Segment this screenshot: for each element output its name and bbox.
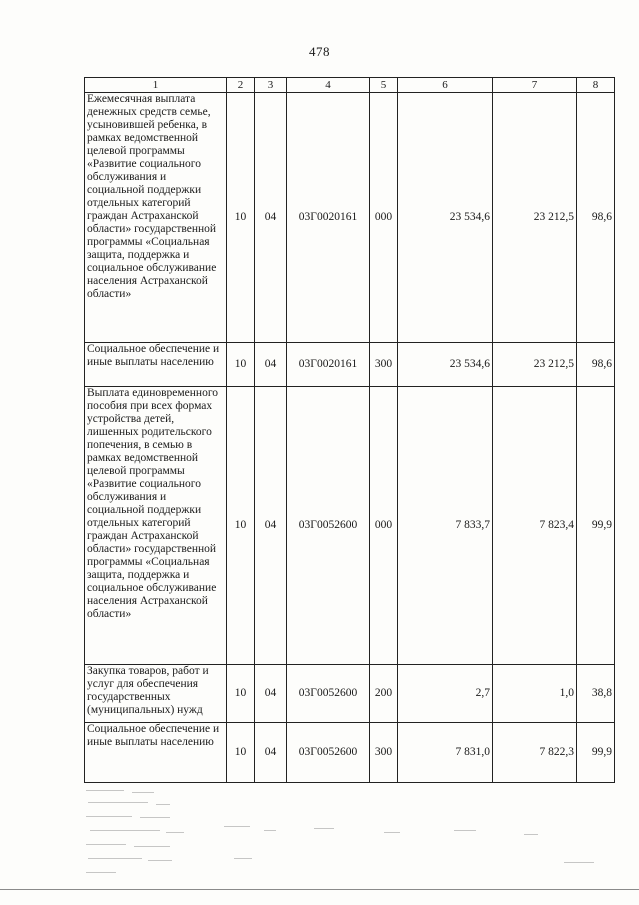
row-percent: 99,9 — [577, 723, 615, 783]
row-percent: 98,6 — [577, 93, 615, 343]
row-executed: 7 822,3 — [493, 723, 577, 783]
header-cell-6: 6 — [398, 78, 493, 93]
row-percent: 98,6 — [577, 343, 615, 387]
row-section: 10 — [227, 723, 255, 783]
row-expense-type: 000 — [370, 93, 398, 343]
header-cell-4: 4 — [287, 78, 370, 93]
row-subsection: 04 — [255, 93, 287, 343]
header-cell-1: 1 — [85, 78, 227, 93]
row-name: Закупка товаров, работ и услуг для обеспечения государственных (муниципальных) нужд — [85, 665, 227, 723]
row-planned: 2,7 — [398, 665, 493, 723]
table-row — [85, 723, 615, 783]
row-target-article: 03Г0052600 — [287, 387, 370, 665]
row-section: 10 — [227, 387, 255, 665]
row-name: Социальное обеспечение и иные выплаты населению — [85, 723, 227, 783]
scan-noise-artifacts — [84, 786, 604, 881]
table-header — [85, 78, 615, 93]
table-row — [85, 665, 615, 723]
row-executed: 7 823,4 — [493, 387, 577, 665]
header-cell-5: 5 — [370, 78, 398, 93]
row-percent: 99,9 — [577, 387, 615, 665]
row-planned: 7 831,0 — [398, 723, 493, 783]
header-cell-8: 8 — [577, 78, 615, 93]
header-cell-7: 7 — [493, 78, 577, 93]
header-row — [85, 78, 615, 93]
row-executed: 23 212,5 — [493, 93, 577, 343]
row-expense-type: 300 — [370, 723, 398, 783]
row-percent: 38,8 — [577, 665, 615, 723]
row-subsection: 04 — [255, 387, 287, 665]
row-expense-type: 300 — [370, 343, 398, 387]
row-target-article: 03Г0020161 — [287, 343, 370, 387]
table-row — [85, 93, 615, 343]
page-number: 478 — [309, 44, 330, 59]
row-section: 10 — [227, 93, 255, 343]
row-subsection: 04 — [255, 723, 287, 783]
header-cell-3: 3 — [255, 78, 287, 93]
row-target-article: 03Г0020161 — [287, 93, 370, 343]
budget-table — [84, 77, 615, 783]
header-cell-2: 2 — [227, 78, 255, 93]
row-section: 10 — [227, 665, 255, 723]
row-executed: 23 212,5 — [493, 343, 577, 387]
row-section: 10 — [227, 343, 255, 387]
row-executed: 1,0 — [493, 665, 577, 723]
table-row — [85, 343, 615, 387]
table-body — [85, 93, 615, 783]
row-subsection: 04 — [255, 343, 287, 387]
scan-edge-line — [0, 889, 639, 890]
row-planned: 7 833,7 — [398, 387, 493, 665]
row-name: Выплата единовременного пособия при всех формах устройства детей, лишенных родительского попечения, в семью в рамках ведомственной целевой программы «Развитие социального обслуживания и социальной поддержки отдельных категорий граждан Астраханской области» государственной программы «Социальная защита, поддержка и социальное обслуживание населения Астраханской области» — [85, 387, 227, 665]
row-expense-type: 200 — [370, 665, 398, 723]
row-target-article: 03Г0052600 — [287, 665, 370, 723]
row-subsection: 04 — [255, 665, 287, 723]
row-name: Социальное обеспечение и иные выплаты населению — [85, 343, 227, 387]
table-row — [85, 387, 615, 665]
row-planned: 23 534,6 — [398, 93, 493, 343]
row-target-article: 03Г0052600 — [287, 723, 370, 783]
row-expense-type: 000 — [370, 387, 398, 665]
row-planned: 23 534,6 — [398, 343, 493, 387]
row-name: Ежемесячная выплата денежных средств семье, усыновившей ребенка, в рамках ведомственной целевой программы «Развитие социального обслуживания и социальной поддержки отдельных категорий граждан Астраханской области» государственной программы «Социальная защита, поддержка и социальное обслуживание населения Астраханской области» — [85, 93, 227, 343]
